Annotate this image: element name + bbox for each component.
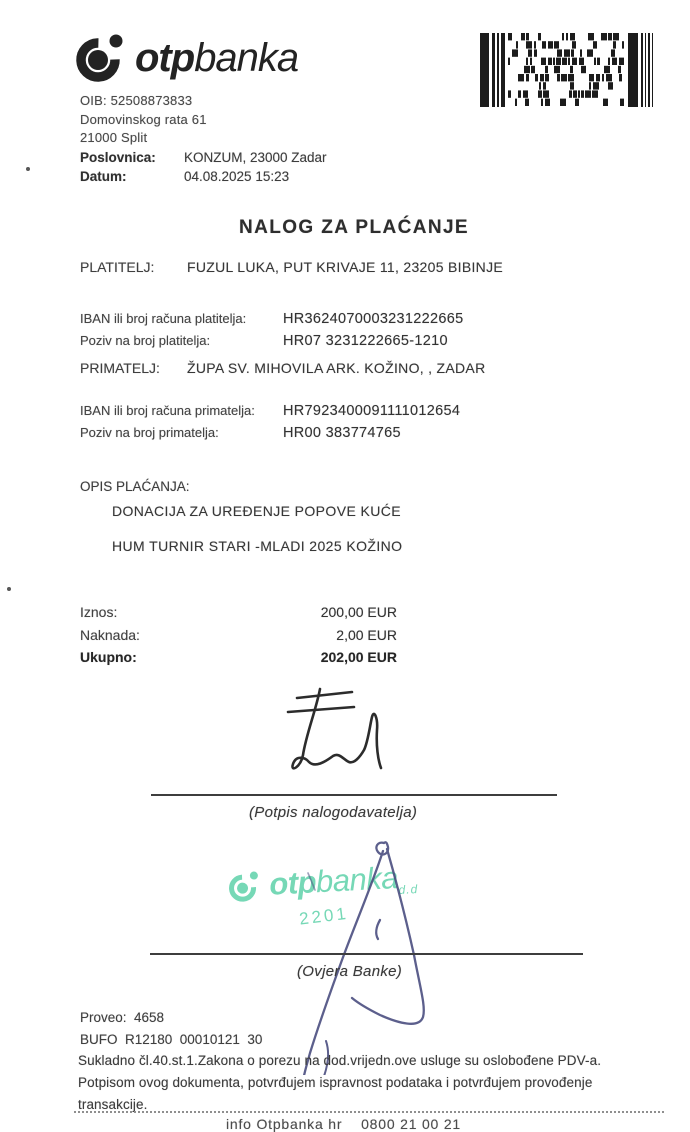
processed-by: Proveo: 4658 — [80, 1010, 165, 1025]
payee-label: PRIMATELJ: — [80, 360, 160, 376]
payee-reference-label: Poziv na broj primatelja: — [80, 425, 219, 440]
description-label: OPIS PLAĆANJA: — [80, 479, 190, 494]
payer-iban-row — [80, 311, 463, 327]
stamp-logo-text: otpbankad.d — [268, 860, 419, 902]
date-label: Datum: — [80, 169, 127, 184]
branch-label: Poslovnica: — [80, 150, 156, 165]
barcode — [480, 33, 657, 107]
bank-officer-signature — [280, 835, 480, 1075]
stamp-number: 2201 — [298, 903, 350, 929]
footer-contact-cutoff: info Otpbanka hr 0800 21 00 21 — [226, 1116, 461, 1132]
scan-dot-artifact — [26, 167, 30, 171]
scan-dot-artifact — [7, 587, 11, 591]
bank-address2: 21000 Split — [80, 130, 148, 145]
description-line-1: DONACIJA ZA UREĐENJE POPOVE KUĆE — [112, 503, 401, 519]
legal-line-3: transakcije. — [78, 1097, 148, 1112]
stamp-logo-icon — [225, 867, 265, 907]
customer-signature — [270, 680, 400, 780]
footer-divider — [74, 1111, 664, 1113]
bank-address1: Domovinskog rata 61 — [80, 112, 207, 127]
document-title: NALOG ZA PLAĆANJE — [239, 217, 469, 238]
payer-row — [80, 259, 503, 275]
total-label: Ukupno: — [80, 649, 137, 665]
payee-iban-value: HR7923400091111012654 — [283, 403, 461, 419]
payer-value: FUZUL LUKA, PUT KRIVAJE 11, 23205 BIBINJE — [187, 259, 504, 275]
payer-label: PLATITELJ: — [80, 259, 155, 275]
branch-value: KONZUM, 23000 Zadar — [184, 150, 327, 165]
legal-line-2: Potpisom ovog dokumenta, potvrđujem ispravnost podataka i potvrđujem provođenje — [78, 1075, 593, 1090]
fee-row — [80, 627, 397, 643]
payee-reference-value: HR00 383774765 — [283, 425, 401, 441]
total-row — [80, 649, 397, 665]
otp-logo-icon — [73, 30, 127, 86]
description-line-2: HUM TURNIR STARI -MLADI 2025 KOŽINO — [112, 538, 403, 554]
bank-verification-line — [150, 953, 583, 955]
payee-row — [80, 360, 485, 376]
payee-value: ŽUPA SV. MIHOVILA ARK. KOŽINO, , ZADAR — [187, 360, 486, 376]
date-value: 04.08.2025 15:23 — [184, 169, 290, 184]
fee-label: Naknada: — [80, 627, 140, 643]
date-row — [80, 169, 289, 184]
payer-reference-label: Poziv na broj platitelja: — [80, 333, 211, 348]
bufo-reference: BUFO R12180 00010121 30 — [80, 1032, 263, 1047]
total-value: 202,00 EUR — [320, 649, 397, 665]
payer-iban-value: HR3624070003231222665 — [283, 311, 464, 327]
signature-caption: (Potpis nalogodavatelja) — [249, 804, 418, 821]
bank-oib: OIB: 52508873833 — [80, 93, 193, 108]
stamp-suffix: d.d — [398, 881, 419, 897]
payer-reference-value: HR07 3231222665-1210 — [283, 333, 448, 349]
amount-value: 200,00 EUR — [320, 604, 397, 620]
amount-label: Iznos: — [80, 604, 118, 620]
payee-iban-label: IBAN ili broj računa primatelja: — [80, 403, 255, 418]
fee-value: 2,00 EUR — [336, 627, 397, 643]
payee-iban-row — [80, 403, 460, 419]
payer-reference-row — [80, 333, 448, 349]
payer-iban-label: IBAN ili broj računa platitelja: — [80, 311, 247, 326]
bank-logo — [73, 30, 298, 86]
branch-row — [80, 150, 327, 165]
legal-line-1: Sukladno čl.40.st.1.Zakona o porezu na dod.vrijedn.ove usluge su oslobođene PDV-a. — [78, 1053, 602, 1068]
signature-line — [151, 794, 557, 796]
payee-reference-row — [80, 425, 401, 441]
bank-logo-text: otpbanka — [135, 36, 299, 80]
bank-verification-caption: (Ovjera Banke) — [297, 963, 403, 980]
amount-row — [80, 604, 397, 620]
